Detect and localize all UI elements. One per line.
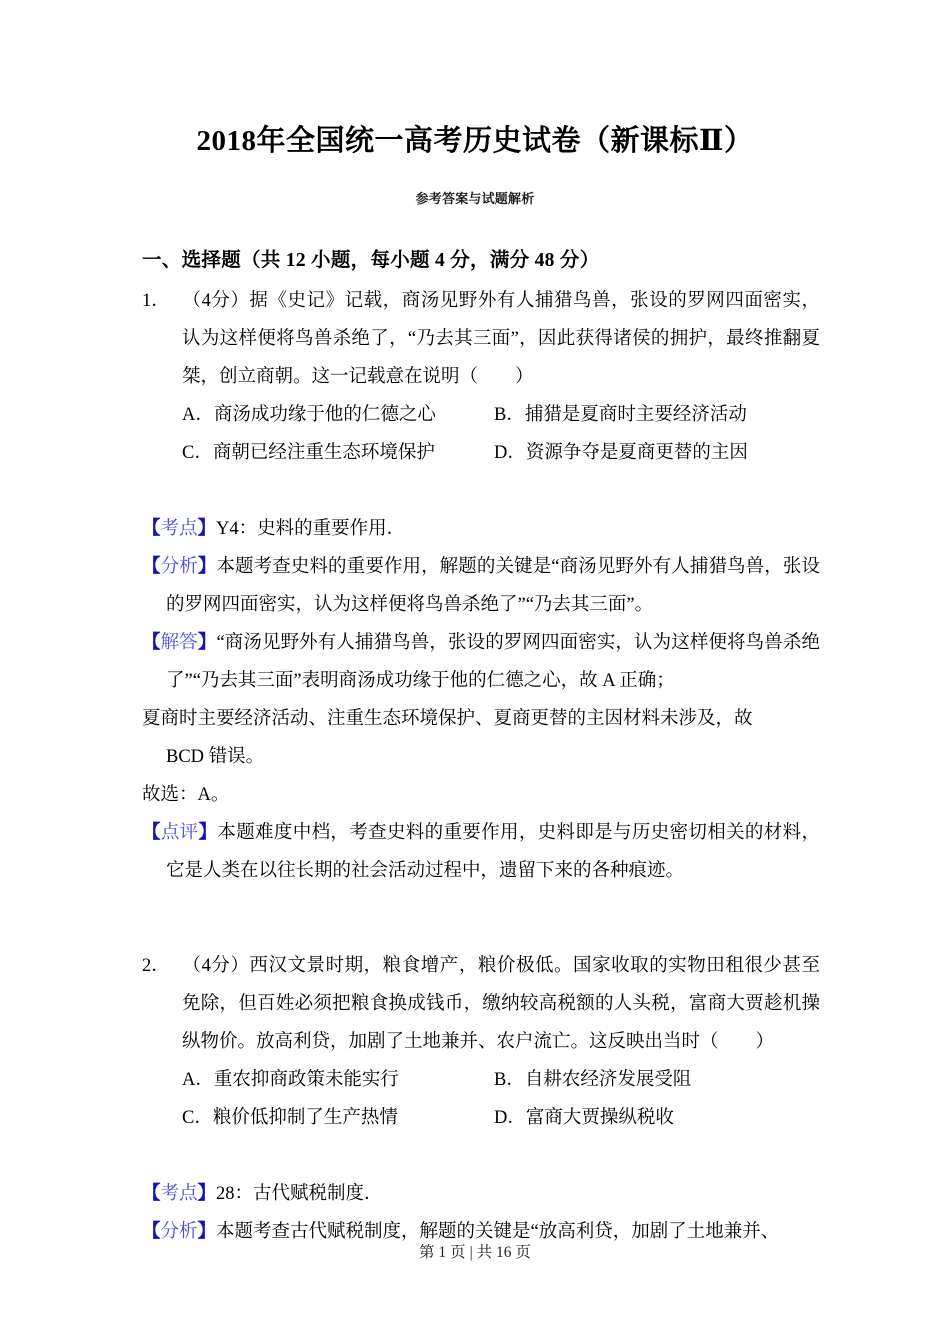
kaodian-paragraph-1 [142,510,820,548]
question-gap-half [142,928,820,947]
option-row-cd-2 [142,1099,820,1137]
question-number-2: 2． [142,956,170,977]
question-stem-2 [142,947,820,1061]
jieda-continuation-2: BCD 错误。 [166,747,265,768]
fenxi-label-1: 【分析】 [142,557,217,578]
kaodian-label-1: 【考点】 [142,519,217,540]
question-text-2: （4分）西汉文景时期，粮食增产，粮价极低。国家收取的实物田租很少甚至免除，但百姓必须把粮食换成钱币，缴纳较高税额的人头税，富商大贾趁机操纵物价。放高利贷，加剧了土地兼并、农户流亡。这反映出当时（ ） [182,956,820,1053]
fenxi-text-2: 本题考查古代赋税制度，解题的关键是“放高利贷，加剧了土地兼并、 [216,1222,780,1243]
option-row-cd-1 [142,434,820,472]
option-d-2[interactable]: D．富商大贾操纵税收 [494,1108,674,1129]
option-c-2[interactable]: C．粮价低抑制了生产热情 [182,1108,398,1129]
footer-separator: | [469,1244,473,1261]
option-a-1[interactable]: A．商汤成功缘于他的仁德之心 [182,405,436,426]
question-number-1: 1． [142,291,170,312]
fenxi-text-1: 本题考查史料的重要作用，解题的关键是“商汤见野外有人捕猎鸟兽，张设的罗网四面密实，认为这样便将鸟兽杀绝了”“乃去其三面”。 [166,557,820,616]
jieda-text-1: “商汤见野外有人捕猎鸟兽，张设的罗网四面密实，认为这样便将鸟兽杀绝了”“乃去其三面”表明商汤成功缘于他的仁德之心，故 A 正确； [166,633,820,692]
page-footer [0,1240,950,1262]
question-gap [142,890,820,928]
jieda-label-1: 【解答】 [142,633,217,654]
document-subtitle: 参考答案与试题解析 [415,191,535,206]
dianping-label-1: 【点评】 [142,823,218,844]
dianping-paragraph-1 [142,814,820,890]
option-b-2[interactable]: B．自耕农经济发展受阻 [494,1070,692,1091]
question-block-1 [142,282,820,890]
answer-line-1: 故选：A。 [142,785,230,806]
option-a-2[interactable]: A．重农抑商政策未能实行 [182,1070,399,1091]
page-title: 2018年全国统一高考历史试卷（新课标Ⅱ） [196,125,754,157]
fenxi-label-2: 【分析】 [142,1222,217,1243]
kaodian-label-2: 【考点】 [142,1184,217,1205]
fenxi-paragraph-1 [142,548,820,624]
options-list-2 [142,1061,820,1137]
kaodian-text-2: 28：古代赋税制度． [216,1184,383,1205]
question-stem-1 [142,282,820,396]
option-b-1[interactable]: B．捕猎是夏商时主要经济活动 [494,405,747,426]
jieda-continuation-1: 夏商时主要经济活动、注重生态环境保护、夏商更替的主因材料未涉及，故 [142,709,753,730]
option-row-ab-1 [142,396,820,434]
footer-current-page: 第 1 页 [419,1244,466,1261]
dianping-text-1: 本题难度中档，考查史料的重要作用，史料即是与历史密切相关的材料，它是人类在以往长期的社会活动过程中，遗留下来的各种痕迹。 [166,823,820,882]
question-text-1: （4分）据《史记》记载，商汤见野外有人捕猎鸟兽，张设的罗网四面密实，认为这样便将鸟兽杀绝了，“乃去其三面”，因此获得诸侯的拥护，最终推翻夏桀，创立商朝。这一记载意在说明（ ） [182,291,820,388]
option-row-ab-2 [142,1061,820,1099]
option-d-1[interactable]: D．资源争夺是夏商更替的主因 [494,443,748,464]
options-list-1 [142,396,820,472]
spacer [142,472,820,510]
spacer-2 [142,1137,820,1175]
kaodian-text-1: Y4：史料的重要作用． [216,519,406,540]
jieda-paragraph-1 [142,624,820,700]
section-heading: 一、选择题（共 12 小题，每小题 4 分，满分 48 分） [142,250,600,271]
option-c-1[interactable]: C．商朝已经注重生态环境保护 [182,443,435,464]
question-block-2 [142,947,820,1251]
document-body [142,246,820,1251]
footer-total-pages: 共 16 页 [476,1244,531,1261]
kaodian-paragraph-2 [142,1175,820,1213]
